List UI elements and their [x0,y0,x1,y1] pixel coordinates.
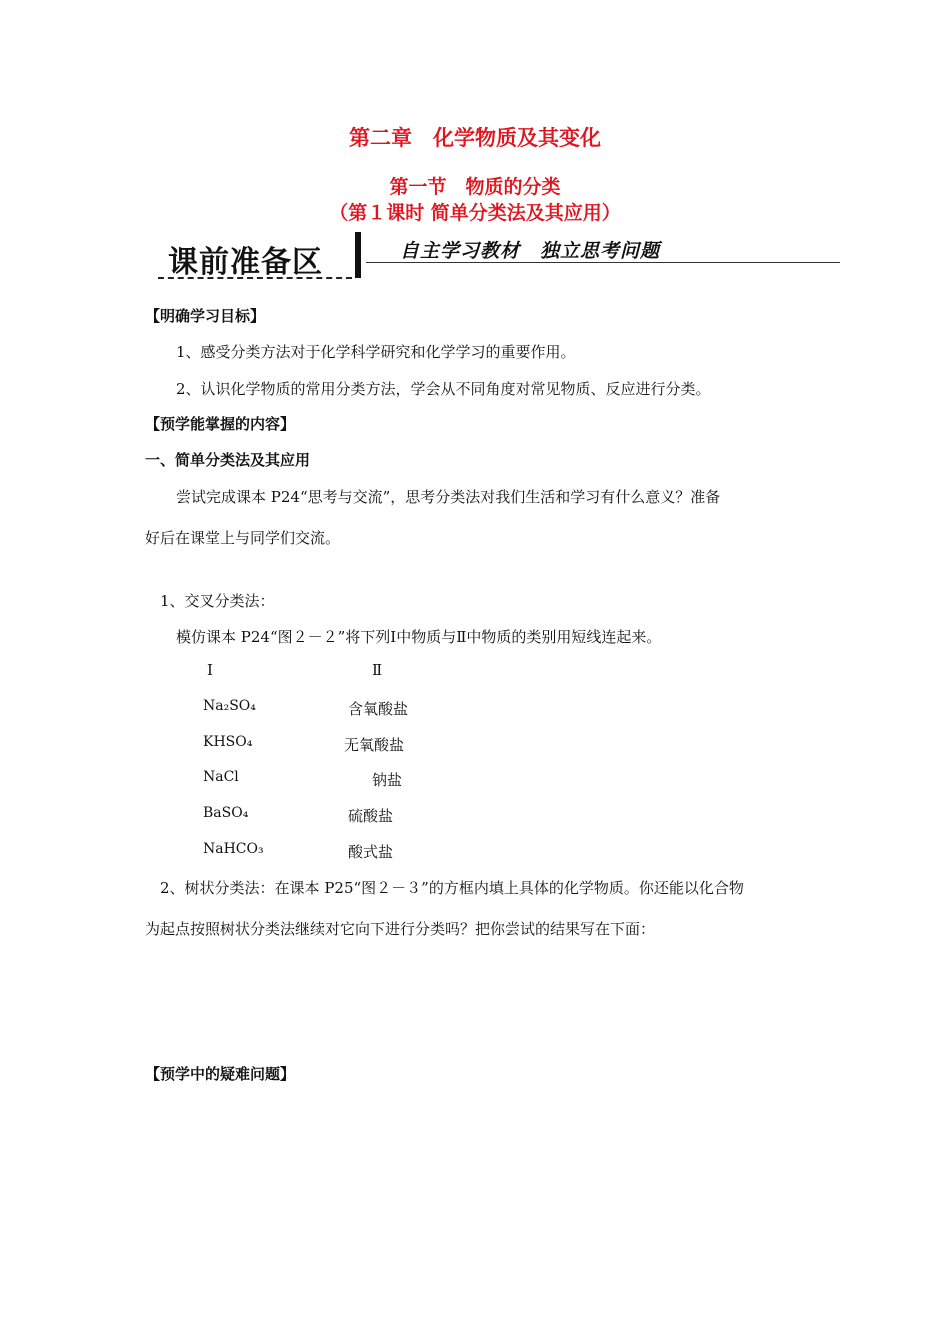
preview-subheading: 一、简单分类法及其应用 [145,451,311,469]
substance-4: BaSO₄ [203,805,249,821]
banner-underline [158,277,352,279]
banner-divider [355,232,361,278]
chapter-title: 第二章 化学物质及其变化 [349,126,601,150]
banner-label-box [158,231,352,279]
goal-item-2: 2、认识化学物质的常用分类方法，学会从不同角度对常见物质、反应进行分类。 [176,380,711,398]
cross-classification-instruction: 模仿课本 P24“图２－２”将下列Ⅰ中物质与Ⅱ中物质的类别用短线连起来。 [176,628,662,646]
banner-label: 课前准备区 [168,245,323,280]
category-4: 硫酸盐 [348,807,394,825]
category-2: 无氧酸盐 [344,736,405,754]
section-title: 第一节 物质的分类 [389,176,561,198]
preview-paragraph-line2: 好后在课堂上与同学们交流。 [145,529,341,547]
category-1: 含氧酸盐 [348,700,409,718]
preview-heading: 【预学能掌握的内容】 [145,415,296,433]
goal-item-1: 1、感受分类方法对于化学科学研究和化学学习的重要作用。 [176,343,576,361]
difficulties-heading: 【预学中的疑难问题】 [145,1065,296,1083]
substance-1: Na₂SO₄ [203,698,256,714]
tree-classification-line2: 为起点按照树状分类法继续对它向下进行分类吗？把你尝试的结果写在下面： [145,920,656,938]
lesson-title: （第１课时 简单分类法及其应用） [329,202,621,224]
substance-5: NaHCO₃ [203,841,264,857]
category-3: 钠盐 [372,771,403,789]
banner-motto: 自主学习教材 独立思考问题 [400,240,661,262]
column-1-header: Ⅰ [207,661,213,679]
substance-2: KHSO₄ [203,734,253,750]
cross-classification-title: 1、交叉分类法： [160,592,275,610]
goals-heading: 【明确学习目标】 [145,307,266,325]
tree-classification-line1: 2、树状分类法：在课本 P25“图２－３”的方框内填上具体的化学物质。你还能以化合物 [160,879,744,897]
column-2-header: Ⅱ [372,661,383,679]
category-5: 酸式盐 [348,843,394,861]
substance-3: NaCl [203,769,239,785]
preview-paragraph-line1: 尝试完成课本 P24“思考与交流”，思考分类法对我们生活和学习有什么意义？准备 [176,488,721,506]
